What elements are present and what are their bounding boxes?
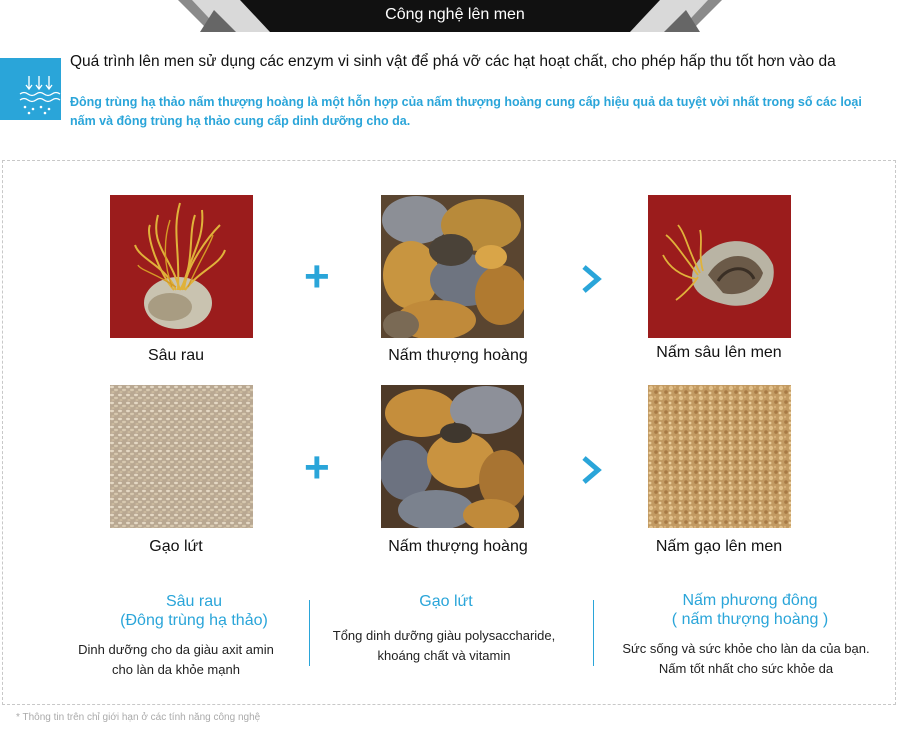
column-text-line: Tổng dinh dưỡng giàu polysaccharide, (332, 628, 556, 643)
plus-icon: + (304, 443, 330, 492)
column-title-line: Nấm phương đông (682, 592, 818, 609)
column-title-line: ( nấm thượng hoàng ) (671, 611, 829, 628)
column-text-line: cho làn da khỏe mạnh (112, 662, 240, 677)
column-divider (593, 600, 594, 666)
column-title-brown-rice (316, 592, 576, 611)
column-text-line: Nấm tốt nhất cho sức khỏe da (658, 661, 834, 676)
top-banner (0, 0, 900, 32)
intro-text: Quá trình lên men sử dụng các enzym vi sinh vật để phá vỡ các hạt hoạt chất, cho phép hấp thu tốt hơn vào da (70, 53, 836, 70)
photo-cordyceps (110, 195, 253, 338)
column-title-mushroom (620, 591, 880, 629)
intro-highlight: Đông trùng hạ thảo nấm thượng hoàng là một hỗn hợp của nấm thượng hoàng cung cấp hiệu quả da tuyệt vời nhất trong số các loại nấm và đông trùng hạ thảo cung cấp dinh dưỡng cho da. (70, 95, 862, 128)
chevron-right-icon (580, 455, 604, 485)
column-text-line: khoáng chất và vitamin (377, 648, 511, 663)
footnote: * Thông tin trên chỉ giới hạn ở các tính năng công nghệ (16, 712, 261, 723)
chevron-right-icon (580, 264, 604, 294)
absorption-arrows-icon (0, 58, 61, 120)
column-title-cordyceps (64, 592, 324, 630)
column-text-brown-rice (294, 626, 594, 666)
banner-title: Công nghệ lên men (385, 6, 525, 23)
caption-result-2: Nấm gạo lên men (655, 538, 783, 555)
caption-ingredient-a-2: Gạo lứt (149, 538, 203, 555)
column-text-line: Sức sống và sức khỏe cho làn da của bạn. (622, 641, 870, 656)
column-title-line: Gạo lứt (419, 593, 473, 610)
column-text-line: Dinh dưỡng cho da giàu axit amin (78, 642, 274, 657)
caption-ingredient-b-2: Nấm thượng hoàng (388, 538, 528, 555)
column-text-mushroom (596, 639, 896, 679)
photo-phellinus-1 (381, 195, 524, 338)
column-title-line: Sâu rau (165, 593, 223, 610)
caption-result-1: Nấm sâu lên men (656, 344, 782, 361)
photo-brown-rice (110, 385, 253, 528)
photo-phellinus-2 (381, 385, 524, 528)
column-title-line: (Đông trùng hạ thảo) (120, 612, 268, 629)
plus-icon: + (304, 252, 330, 301)
caption-ingredient-a-1: Sâu rau (147, 347, 205, 364)
photo-fermented-rice (648, 385, 791, 528)
photo-fermented-cordyceps (648, 195, 791, 338)
caption-ingredient-b-1: Nấm thượng hoàng (388, 347, 528, 364)
column-text-cordyceps (26, 640, 326, 680)
